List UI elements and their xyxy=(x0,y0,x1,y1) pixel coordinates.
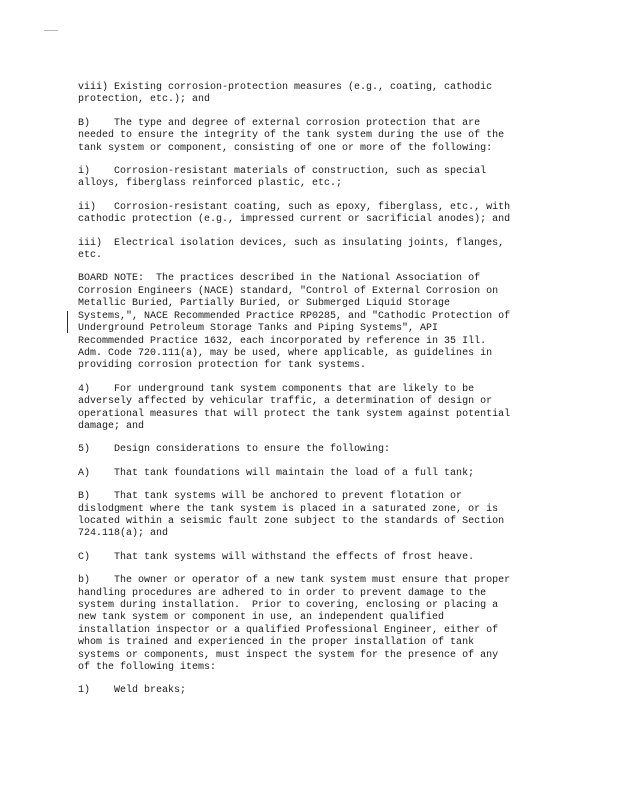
text-line: of the following items: xyxy=(78,662,217,674)
text-line: C) That tank systems will withstand the effects of frost heave. xyxy=(78,551,475,563)
paragraph-iii xyxy=(78,238,540,263)
text-line: i) Corrosion-resistant materials of construction, such as special xyxy=(78,166,487,178)
paragraph-1 xyxy=(78,685,540,697)
text-line: iii) Electrical isolation devices, such as insulating joints, flanges, xyxy=(78,237,505,249)
text-line: 724.118(a); and xyxy=(78,528,169,540)
text-line: handling procedures are adhered to in order to prevent damage to the xyxy=(78,587,487,599)
text-line: Systems,", NACE Recommended Practice RP0285, and "Cathodic Protection of xyxy=(78,310,511,322)
document-text-body xyxy=(78,82,540,709)
text-line: located within a seismic fault zone subject to the standards of Section xyxy=(78,515,505,527)
text-line: etc. xyxy=(78,250,103,262)
text-line: new tank system or component in use, an independent qualified xyxy=(78,612,445,624)
text-line: needed to ensure the integrity of the tank system during the use of the xyxy=(78,130,505,142)
margin-change-bar xyxy=(67,311,68,333)
text-line: 5) Design considerations to ensure the following: xyxy=(78,444,391,456)
text-line: operational measures that will protect the tank system against potential xyxy=(78,408,511,420)
text-line: ii) Corrosion-resistant coating, such as epoxy, fiberglass, etc., with xyxy=(78,201,511,213)
text-line: Metallic Buried, Partially Buried, or Submerged Liquid Storage xyxy=(78,298,451,310)
text-line: systems or components, must inspect the system for the presence of any xyxy=(78,649,499,661)
paragraph-C xyxy=(78,552,540,564)
text-line: installation inspector or a qualified Professional Engineer, either of xyxy=(78,624,499,636)
text-line: BOARD NOTE: The practices described in the National Association of xyxy=(78,273,481,285)
paragraph-b xyxy=(78,575,540,674)
text-line: Corrosion Engineers (NACE) standard, "Control of External Corrosion on xyxy=(78,285,499,297)
text-line: providing corrosion protection for tank systems. xyxy=(78,360,367,372)
text-line: damage; and xyxy=(78,420,145,432)
text-line: cathodic protection (e.g., impressed current or sacrificial anodes); and xyxy=(78,214,511,226)
text-line: protection, etc.); and xyxy=(78,94,211,106)
text-line: 1) Weld breaks; xyxy=(78,685,187,697)
text-line: whom is trained and experienced in the proper installation of tank xyxy=(78,637,475,649)
text-line: viii) Existing corrosion-protection measures (e.g., coating, cathodic xyxy=(78,82,493,93)
text-line: B) That tank systems will be anchored to prevent flotation or xyxy=(78,491,463,503)
text-line: Underground Petroleum Storage Tanks and Piping Systems", API xyxy=(78,323,439,335)
text-line: adversely affected by vehicular traffic, a determination of design or xyxy=(78,396,493,408)
paragraph-viii xyxy=(78,82,540,107)
paragraph-ii xyxy=(78,202,540,227)
paragraph-board-note xyxy=(78,273,540,372)
text-line: tank system or component, consisting of one or more of the following: xyxy=(78,142,493,154)
text-line: system during installation. Prior to covering, enclosing or placing a xyxy=(78,600,499,611)
text-line: A) That tank foundations will maintain the load of a full tank; xyxy=(78,467,475,479)
scan-corner-mark xyxy=(44,30,58,31)
paragraph-i xyxy=(78,166,540,191)
paragraph-4 xyxy=(78,384,540,434)
text-line: alloys, fiberglass reinforced plastic, etc.; xyxy=(78,178,343,190)
text-line: b) The owner or operator of a new tank system must ensure that proper xyxy=(78,575,511,587)
text-line: dislodgment where the tank system is placed in a saturated zone, or is xyxy=(78,503,499,515)
text-line: Recommended Practice 1632, each incorporated by reference in 35 Ill. xyxy=(78,335,487,347)
paragraph-B2 xyxy=(78,491,540,541)
text-line: Adm. Code 720.111(a), may be used, where applicable, as guidelines in xyxy=(78,347,493,359)
paragraph-A xyxy=(78,468,540,480)
text-line: B) The type and degree of external corrosion protection that are xyxy=(78,117,481,129)
paragraph-5 xyxy=(78,444,540,456)
paragraph-B xyxy=(78,118,540,155)
text-line: 4) For underground tank system components that are likely to be xyxy=(78,383,475,395)
